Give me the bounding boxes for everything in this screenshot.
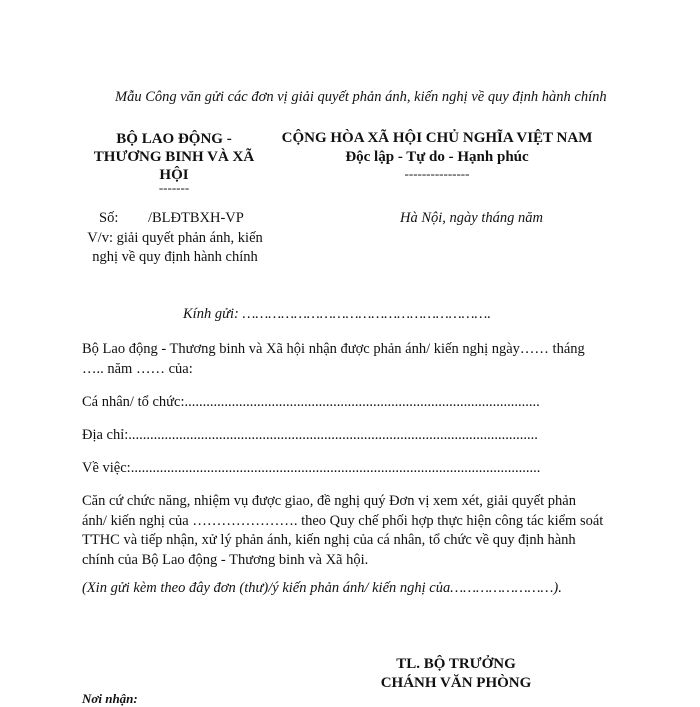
subject-line: nghị về quy định hành chính <box>92 248 258 265</box>
signature-title: TL. BỘ TRƯỞNG <box>396 656 516 672</box>
doc-number-label: Số: <box>99 210 119 226</box>
ministry-divider: ------- <box>158 180 190 195</box>
national-motto: Độc lập - Tự do - Hạnh phúc <box>345 149 529 165</box>
address-field: Địa chỉ:................................................................................................................. <box>82 427 538 443</box>
intro-paragraph <box>82 340 622 379</box>
ministry-line: THƯƠNG BINH VÀ XÃ <box>93 149 255 165</box>
signature-office: CHÁNH VĂN PHÒNG <box>380 675 532 691</box>
intro-line: Bộ Lao động - Thương binh và Xã hội nhận được phản ánh/ kiến nghị ngày…… tháng <box>82 341 585 357</box>
recipient: Kính gửi: …………………………………………………. <box>183 306 492 322</box>
header-note: Mẫu Công văn gửi các đơn vị giải quyết phản ánh, kiến nghị về quy định hành chính <box>115 89 607 105</box>
ministry-name <box>60 130 288 184</box>
subject-field: Về việc:................................................................................................................. <box>82 460 541 476</box>
national-title: CỘNG HÒA XÃ HỘI CHỦ NGHĨA VIỆT NAM <box>281 130 593 146</box>
ministry-line: HỘI <box>159 167 189 183</box>
attachment-note: (Xin gửi kèm theo đây đơn (thư)/ý kiến phản ánh/ kiến nghị của……………………). <box>82 580 562 596</box>
ministry-line: BỘ LAO ĐỘNG - <box>116 131 232 147</box>
body-line: chính của Bộ Lao động - Thương binh và Xã hội. <box>82 551 369 568</box>
body-line: TTHC và tiếp nhận, xử lý phản ánh, kiến nghị của cá nhân, tổ chức về quy định hành <box>82 532 576 548</box>
doc-subject <box>64 229 286 266</box>
body-paragraph <box>82 492 622 570</box>
recipients-label: Nơi nhận: <box>82 691 138 706</box>
national-divider: --------------- <box>404 166 470 181</box>
subject-line: V/v: giải quyết phản ánh, kiến <box>87 230 263 246</box>
person-field: Cá nhân/ tổ chức:.................................................................................................. <box>82 394 540 410</box>
body-line: Căn cứ chức năng, nhiệm vụ được giao, đề nghị quý Đơn vị xem xét, giải quyết phản <box>82 493 576 509</box>
doc-number-code: /BLĐTBXH-VP <box>147 210 244 226</box>
doc-number <box>99 210 244 227</box>
place-date: Hà Nội, ngày tháng năm <box>400 210 543 226</box>
intro-line: ….. năm …… của: <box>82 360 193 377</box>
body-line: ánh/ kiến nghị của …………………. theo Quy chế phối hợp thực hiện công tác kiểm soát <box>82 512 604 529</box>
